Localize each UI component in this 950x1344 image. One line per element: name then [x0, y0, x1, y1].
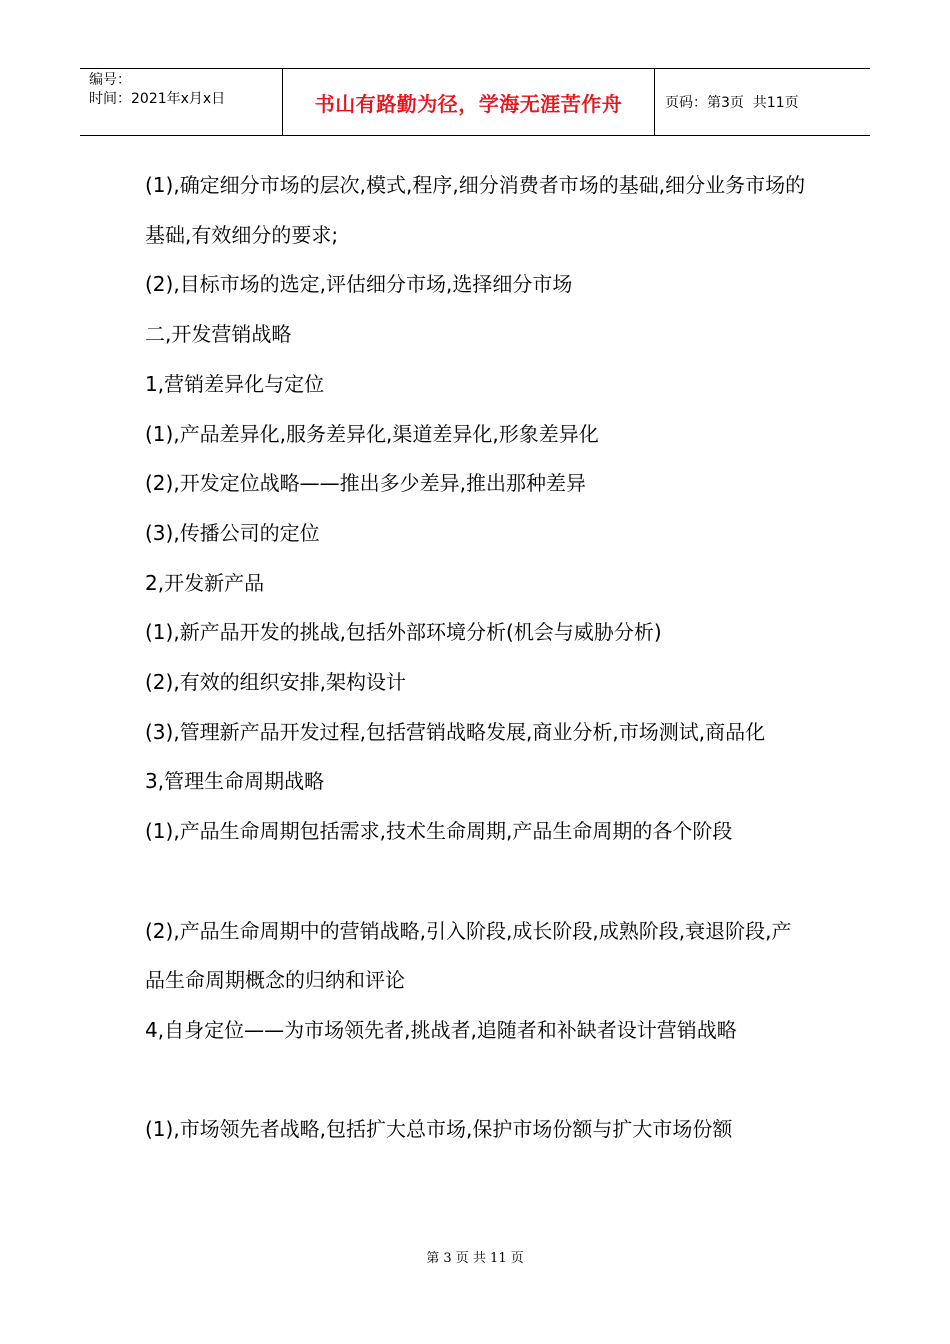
body-line: (1),产品差异化,服务差异化,渠道差异化,形象差异化	[145, 421, 599, 446]
subsection-heading: 4,自身定位——为市场领先者,挑战者,追随者和补缺者设计营销战略	[145, 1017, 737, 1042]
header-page-info: 页码：第3页 共11页	[665, 95, 799, 111]
header-meta	[80, 69, 282, 135]
body-line: (1),市场领先者战略,包括扩大总市场,保护市场份额与扩大市场份额	[145, 1117, 733, 1142]
header-motto-cell	[282, 69, 655, 135]
body-line: (2),开发定位战略——推出多少差异,推出那种差异	[145, 471, 587, 496]
subsection-heading: 2,开发新产品	[145, 570, 265, 595]
body-line: (1),确定细分市场的层次,模式,程序,细分消费者市场的基础,细分业务市场的基础,有效细分的要求;	[145, 173, 806, 247]
document-number-label: 编号：	[89, 72, 131, 88]
body-line: (2),有效的组织安排,架构设计	[145, 670, 407, 695]
subsection-heading: 3,管理生命周期战略	[145, 769, 325, 794]
document-header	[80, 68, 870, 136]
section-heading: 二,开发营销战略	[145, 322, 292, 347]
body-line: (1),产品生命周期包括需求,技术生命周期,产品生命周期的各个阶段	[145, 819, 733, 844]
body-line: (3),传播公司的定位	[145, 520, 320, 545]
page-footer: 第 3 页 共 11 页	[426, 1251, 524, 1266]
body-line: (2),目标市场的选定,评估细分市场,选择细分市场	[145, 272, 573, 297]
document-time-label: 时间：2021年x月x日	[89, 91, 226, 107]
blank-line	[145, 1056, 810, 1106]
body-line: (3),管理新产品开发过程,包括营销战略发展,商业分析,市场测试,商品化	[145, 719, 766, 744]
body-line: (2),产品生命周期中的营销战略,引入阶段,成长阶段,成熟阶段,衰退阶段,产品生命周期概念的归纳和评论	[145, 918, 792, 993]
header-motto: 书山有路勤为径，学海无涯苦作舟	[314, 91, 623, 116]
body-line: (1),新产品开发的挑战,包括外部环境分析(机会与威胁分析)	[145, 620, 662, 645]
document-body	[145, 161, 810, 1155]
subsection-heading: 1,营销差异化与定位	[145, 371, 325, 396]
header-page-info-cell	[655, 69, 870, 135]
blank-line	[145, 857, 810, 907]
